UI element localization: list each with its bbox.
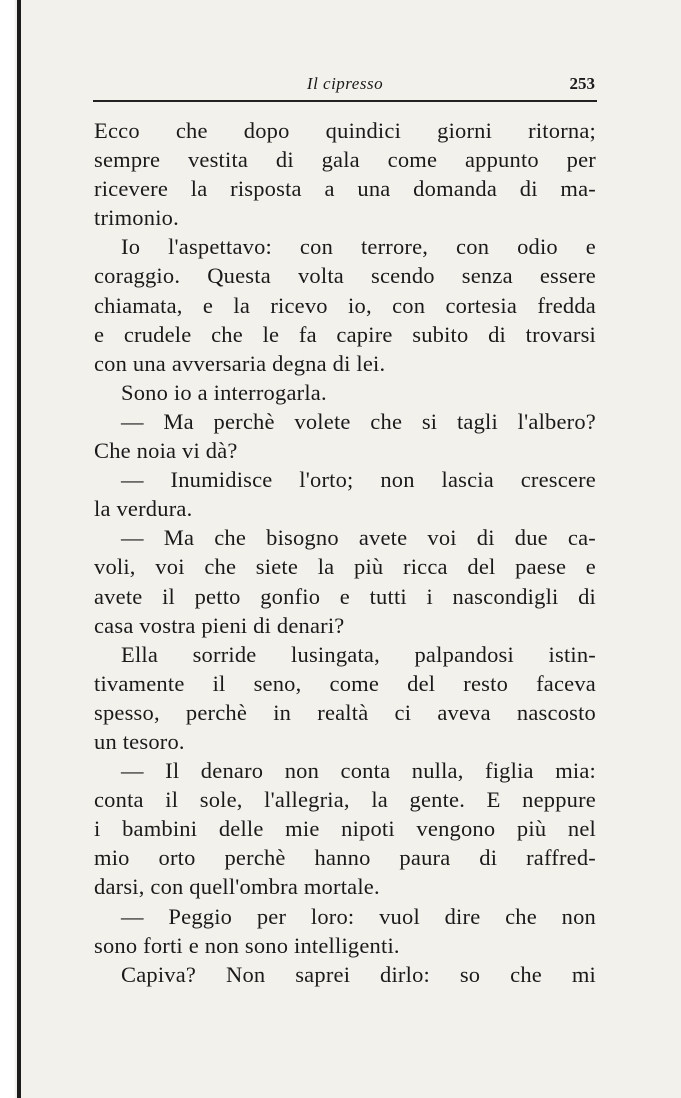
text-line: tivamente il seno, come del resto faceva: [94, 670, 596, 696]
text-line: darsi, con quell'ombra mortale.: [94, 874, 380, 900]
text-line: ricevere la risposta a una domanda di ma-: [94, 176, 596, 202]
text-line: i bambini delle mie nipoti vengono più nel: [94, 816, 596, 842]
running-header: [93, 74, 597, 102]
text-line: — Peggio per loro: vuol dire che non: [121, 903, 596, 929]
text-line: avete il petto gonfio e tutti i nascondigli di: [94, 583, 596, 609]
text-line: — Ma che bisogno avete voi di due ca-: [121, 525, 596, 551]
spine-shadow-line: [17, 0, 21, 1098]
text-line: e crudele che le fa capire subito di trovarsi: [94, 321, 596, 347]
text-line: — Inumidisce l'orto; non lascia crescere: [121, 467, 596, 493]
text-line: Io l'aspettavo: con terrore, con odio e: [121, 234, 596, 260]
text-line: casa vostra pieni di denari?: [94, 612, 345, 638]
text-line: Che noia vi dà?: [94, 438, 238, 464]
text-line: un tesoro.: [94, 728, 185, 754]
text-line: Capiva? Non saprei dirlo: so che mi: [121, 961, 596, 987]
text-line: la verdura.: [94, 496, 193, 522]
text-line: sempre vestita di gala come appunto per: [94, 147, 596, 173]
text-line: con una avversaria degna di lei.: [94, 350, 386, 376]
text-line: voli, voi che siete la più ricca del paese e: [94, 554, 596, 580]
text-line: spesso, perchè in realtà ci aveva nascosto: [94, 699, 596, 725]
text-line: coraggio. Questa volta scendo senza essere: [94, 263, 596, 289]
text-line: — Il denaro non conta nulla, figlia mia:: [121, 758, 596, 784]
text-line: sono forti e non sono intelligenti.: [94, 932, 400, 958]
text-line: Ella sorride lusingata, palpandosi istin-: [121, 641, 596, 667]
text-line: Sono io a interrogarla.: [121, 379, 327, 405]
text-line: Ecco che dopo quindici giorni ritorna;: [94, 118, 596, 143]
running-title: Il cipresso: [306, 74, 384, 93]
text-line: mio orto perchè hanno paura di raffred-: [94, 845, 596, 871]
text-line: chiamata, e la ricevo io, con cortesia fredda: [94, 292, 596, 318]
text-line: — Ma perchè volete che si tagli l'albero?: [121, 408, 596, 434]
text-line: conta il sole, l'allegria, la gente. E neppure: [94, 787, 596, 813]
text-line: trimonio.: [94, 205, 179, 231]
page-number: 253: [569, 74, 595, 93]
body-text: [94, 116, 596, 989]
